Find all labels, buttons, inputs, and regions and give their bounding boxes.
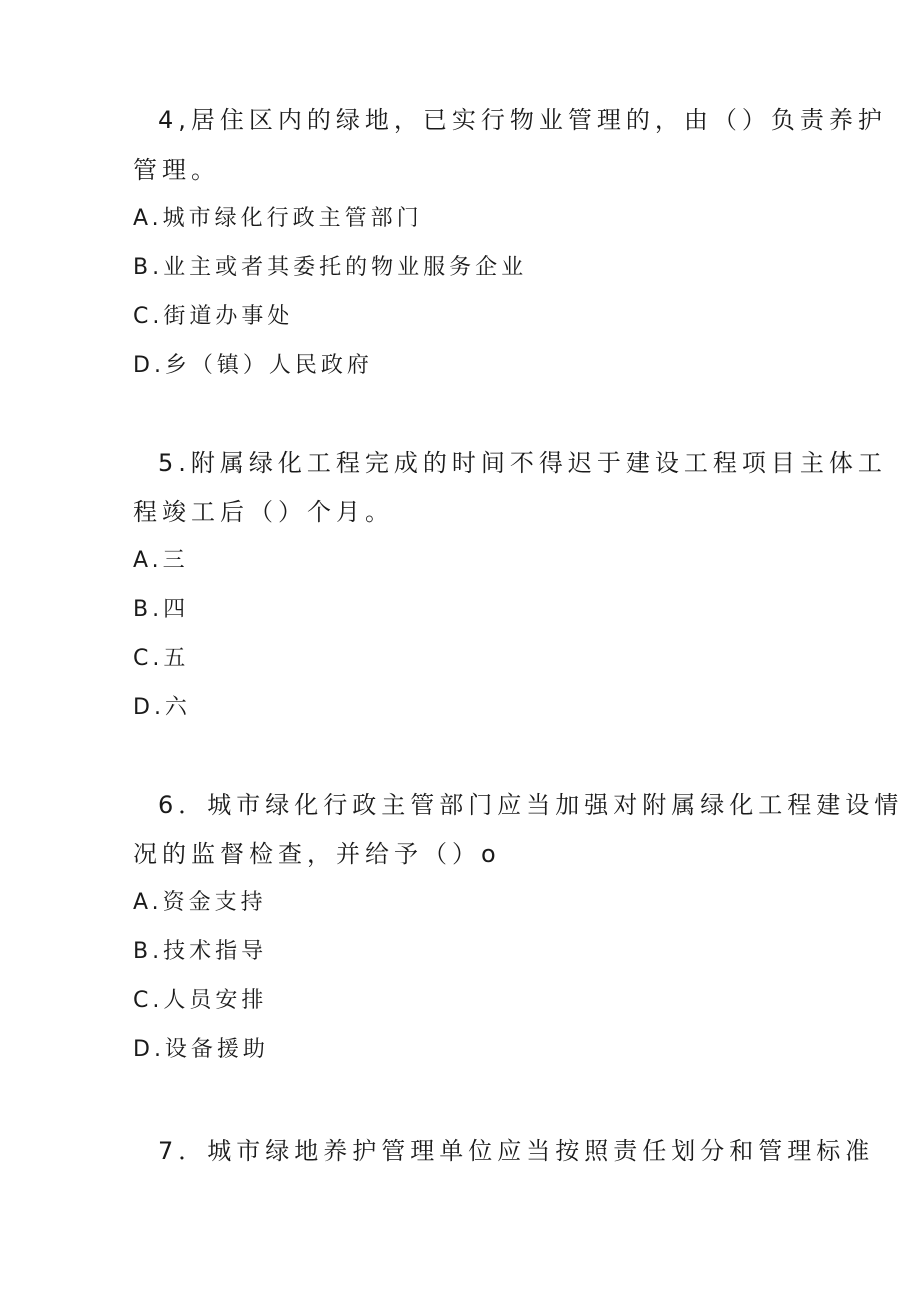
question-4-stem-line-2: 管理。 [133,156,220,184]
question-4-option-c: C.街道办事处 [133,304,294,329]
question-6-stem-line-2: 况的监督检查，并给予（）o [133,840,501,868]
question-5-option-d: D.六 [133,695,191,720]
question-7-stem-line-1: 7．城市绿地养护管理单位应当按照责任划分和管理标准 [158,1137,875,1165]
question-5-stem-line-2: 程竣工后（）个月。 [133,498,394,526]
question-5-option-a: A.三 [133,548,189,573]
question-4-stem-line-1: 4,居住区内的绿地，已实行物业管理的，由（）负责养护 [158,106,887,134]
question-4-option-b: B.业主或者其委托的物业服务企业 [133,255,528,280]
question-6-option-d: D.设备援助 [133,1037,269,1062]
question-6-stem-line-1: 6．城市绿化行政主管部门应当加强对附属绿化工程建设情 [158,791,904,819]
question-5-stem-line-1: 5.附属绿化工程完成的时间不得迟于建设工程项目主体工 [158,449,887,477]
question-5-option-c: C.五 [133,646,190,671]
question-6-option-b: B.技术指导 [133,939,268,964]
question-6-option-a: A.资金支持 [133,890,267,915]
question-6-option-c: C.人员安排 [133,988,268,1013]
question-5-option-b: B.四 [133,597,190,622]
question-4-option-a: A.城市绿化行政主管部门 [133,206,423,231]
question-4-option-d: D.乡（镇）人民政府 [133,353,373,378]
